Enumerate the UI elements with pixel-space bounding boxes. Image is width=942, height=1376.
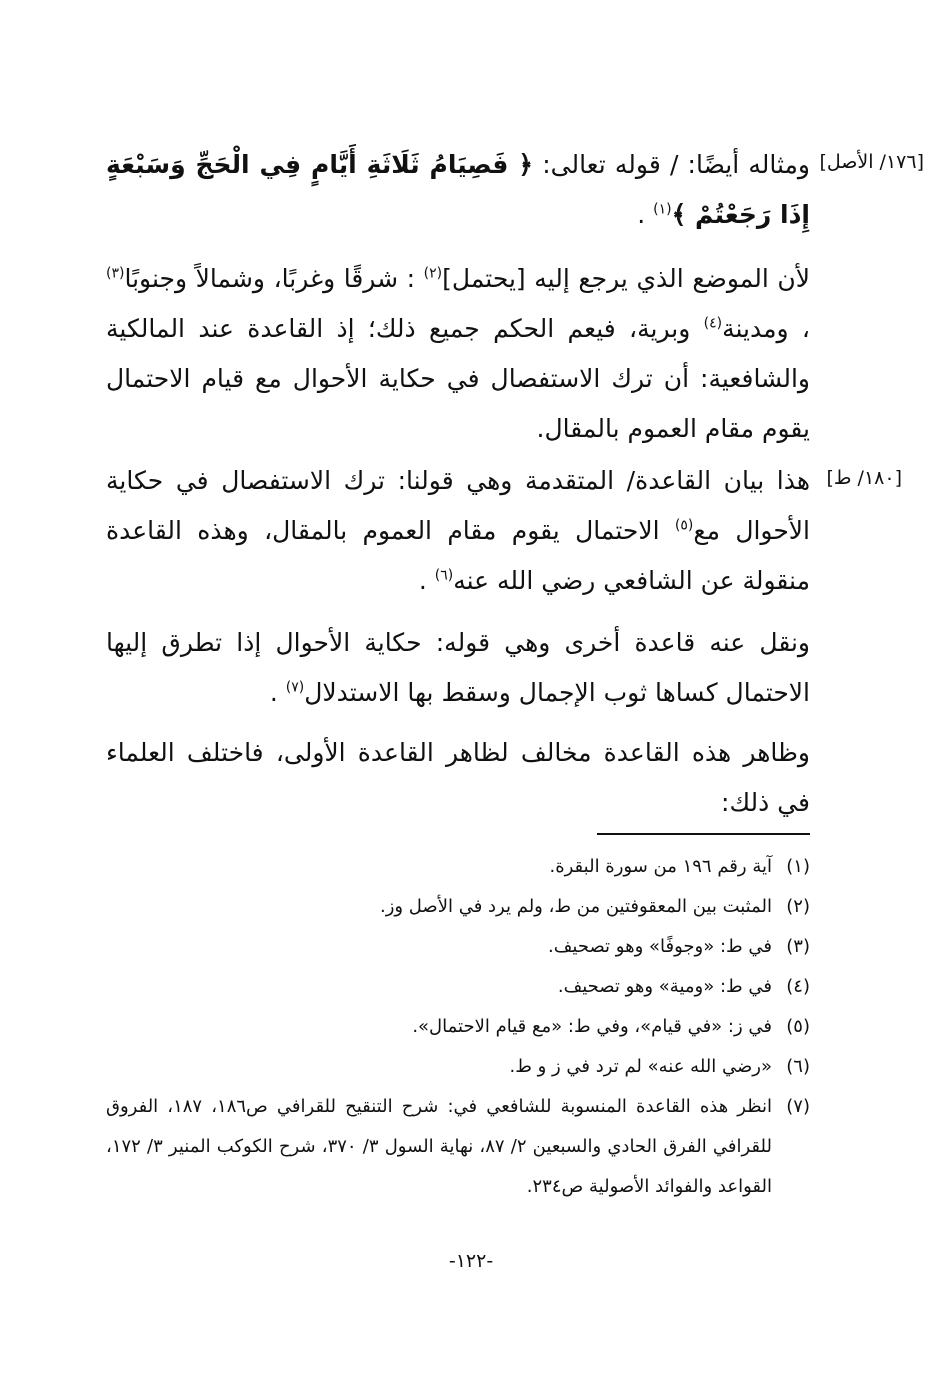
p2-b: : شرقًا وغربًا، وشمالاً وجنوبًا	[124, 264, 424, 293]
footnote-number: (٥)	[786, 1016, 810, 1037]
footnote-text: المثبت بين المعقوفتين من ط، ولم يرد في الأصل وز.	[379, 896, 772, 917]
footnote-1	[106, 847, 810, 887]
paragraph-3	[106, 456, 810, 606]
p2-c: ، ومدينة	[722, 314, 810, 343]
margin-note-original: [١٧٦/ الأصل]	[819, 151, 924, 173]
page-number: -١٢٢-	[448, 1250, 494, 1272]
footnote-6	[106, 1047, 810, 1087]
p5-text: وظاهر هذه القاعدة مخالف لظاهر القاعدة الأولى، فاختلف العلماء في ذلك:	[106, 738, 810, 817]
footnote-5	[106, 1007, 810, 1047]
p2-a: لأن الموضع الذي يرجع إليه [يحتمل]	[442, 264, 810, 293]
paragraph-2	[106, 254, 810, 454]
footnote-ref-3: (٣)	[106, 265, 125, 282]
paragraph-5	[106, 728, 810, 828]
footnote-text: آية رقم ١٩٦ من سورة البقرة.	[549, 856, 772, 877]
footnote-4	[106, 967, 810, 1007]
p3-a: هذا بيان القاعدة/ المتقدمة وهي قولنا: ترك الاستفصال في حكاية الأحوال مع	[106, 466, 811, 545]
p4-a: ونقل عنه قاعدة أخرى وهي قوله: حكاية الأحوال إذا تطرق إليها الاحتمال كساها ثوب الإجمال وسقط بها الاستدلال	[106, 628, 810, 707]
footnote-ref-4: (٤)	[703, 315, 723, 332]
p2-d: وبرية، فيعم الحكم جميع ذلك؛ إذ القاعدة عند المالكية والشافعية: أن ترك الاستفصال في حكاية الأحوال مع قيام الاحتمال يقوم مقام العموم بالمقال.	[106, 314, 810, 443]
footnote-number: (١)	[786, 856, 810, 877]
footnote-number: (٢)	[786, 896, 810, 917]
p3-b: الاحتمال يقوم مقام العموم بالمقال، وهذه القاعدة منقولة عن الشافعي رضي الله عنه	[106, 516, 810, 595]
p4-b: .	[269, 678, 286, 707]
p1-end: .	[637, 200, 654, 229]
margin-note-print: [١٨٠/ ط]	[826, 467, 902, 489]
footnote-number: (٦)	[786, 1056, 810, 1077]
footnote-2	[106, 887, 810, 927]
footnote-text: في ط: «وجوفًا» وهو تصحيف.	[548, 936, 772, 957]
footnote-7	[106, 1087, 810, 1207]
footnote-number: (٣)	[786, 936, 810, 957]
footnote-number: (٧)	[786, 1096, 810, 1117]
p3-c: .	[418, 566, 435, 595]
paragraph-1	[106, 140, 810, 240]
p1-intro: ومثاله أيضًا: / قوله تعالى:	[533, 150, 810, 179]
footnote-text: انظر هذه القاعدة المنسوبة للشافعي في: شرح التنقيح للقرافي ص١٨٦، ١٨٧، الفروق للقرافي الفرق الحادي والسبعين ٢/ ٨٧، نهاية السول ٣/ ٣٧٠، شرح الكوكب المنير ٣/ ١٧٢، القواعد والفوائد الأصولية ص٢٣٤.	[106, 1096, 773, 1197]
paragraph-4	[106, 618, 810, 718]
footnote-text: في ط: «ومية» وهو تصحيف.	[557, 976, 772, 997]
footnote-separator	[597, 833, 810, 835]
footnote-ref-1: (١)	[653, 201, 672, 218]
footnotes-list	[106, 847, 810, 1207]
footnote-text: في ز: «في قيام»، وفي ط: «مع قيام الاحتمال».	[412, 1016, 772, 1037]
footnote-3	[106, 927, 810, 967]
footnote-number: (٤)	[786, 976, 810, 997]
footnote-ref-7: (٧)	[285, 679, 305, 696]
footnote-ref-6: (٦)	[434, 567, 454, 584]
footnote-ref-2: (٢)	[423, 265, 443, 282]
footnote-text: «رضي الله عنه» لم ترد في ز و ط.	[509, 1056, 772, 1077]
quran-verse: ﴿ فَصِيَامُ ثَلَاثَةِ أَيَّامٍ فِي الْحَجِّ وَسَبْعَةٍ إِذَا رَجَعْتُمْ ﴾	[106, 150, 810, 229]
footnote-ref-5: (٥)	[674, 517, 694, 534]
